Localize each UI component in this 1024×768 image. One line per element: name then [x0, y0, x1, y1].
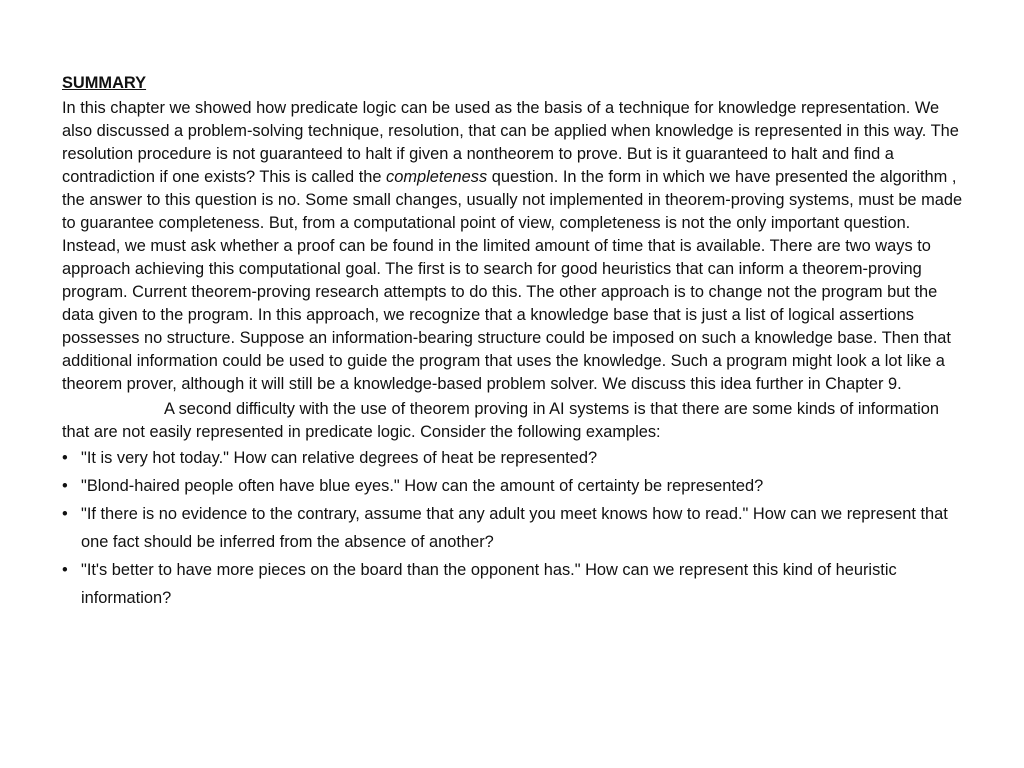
list-item-text: "If there is no evidence to the contrary, assume that any adult you meet knows how to read." How can we represent that one fact should be inferred from the absence of another? — [81, 505, 948, 551]
bullet-icon: • — [62, 449, 68, 467]
list-item — [62, 472, 967, 500]
completeness-term: completeness — [386, 168, 488, 186]
paragraph-text-end: question. In the form in which we have presented the algorithm , the answer to this question is no. Some small changes, usually not implemented in theorem-proving systems, must be made to guarantee completeness. But, from a computational point of view, completeness is not the only important question. Instead, we must ask whether a proof can be found in the limited amount of time that is available. There are two ways to approach achieving this computational goal. The first is to search for good heuristics that can inform a theorem-proving program. Current theorem-proving research attempts to do this. The other approach is to change not the program but the data given to the program. In this approach, we recognize that a knowledge base that is just a list of logical assertions possesses no structure. Suppose an information-bearing structure could be imposed on such a knowledge base. Then that additional information could be used to guide the program that uses the knowledge. Such a program might look a lot like a theorem prover, although it will still be a knowledge-based problem solver. We discuss this idea further in Chapter 9. — [62, 168, 963, 393]
bullet-icon: • — [62, 505, 68, 523]
list-item-text: "Blond-haired people often have blue eyes." How can the amount of certainty be represented? — [81, 477, 764, 495]
summary-heading: SUMMARY — [62, 74, 147, 92]
list-item — [62, 444, 967, 472]
list-item-text: "It is very hot today." How can relative degrees of heat be represented? — [81, 449, 598, 467]
list-item-text: "It's better to have more pieces on the board than the opponent has." How can we represent this kind of heuristic information? — [81, 561, 897, 607]
list-item — [62, 500, 967, 556]
slide-body — [62, 72, 967, 612]
list-item — [62, 556, 967, 612]
bullet-icon: • — [62, 561, 68, 579]
second-difficulty-paragraph: A second difficulty with the use of theorem proving in AI systems is that there are some kinds of information that are not easily represented in predicate logic. Consider the following examples: — [62, 400, 939, 441]
summary-paragraph — [62, 97, 967, 396]
bullet-icon: • — [62, 477, 68, 495]
examples-list — [62, 444, 967, 612]
paragraph-text-start: In this chapter we showed how predicate logic can be used as the basis of a technique for knowledge representation. We also discussed a problem-solving technique, resolution, that can be applied when knowledge is represented in this way. The resolution procedure is not guaranteed to halt if given a nontheorem to prove. But is it guaranteed to halt and find a contradiction if one exists? This is called the — [62, 99, 959, 186]
